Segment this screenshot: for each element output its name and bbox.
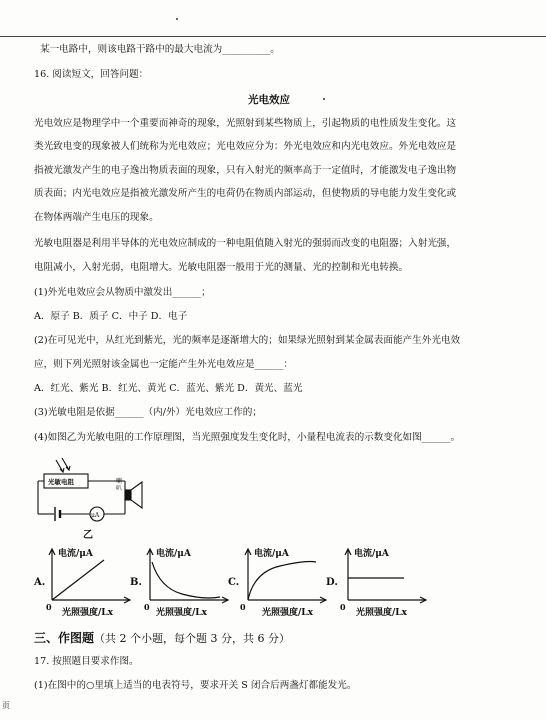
graph-b-option: B. <box>130 577 142 588</box>
speaker-label: 喇叭 <box>116 478 123 492</box>
passage-line-5: 在物体两端产生电压的现象。 <box>34 212 159 223</box>
question-1-options: A．原子 B．质子 C．中子 D．电子 <box>34 311 188 322</box>
graph-d-ylabel: 电流/μA <box>354 549 389 559</box>
photoresistor-circuit-diagram <box>30 452 170 552</box>
passage-line-2: 类光致电变的现象被人们统称为光电效应；光电效应分为：外光电效应和内光电效应。外光电效应是 <box>34 141 457 152</box>
passage-line-4: 质表面；内光电效应是指被光激发所产生的电荷仍在物质内部运动，但使物质的导电能力发生变化或 <box>34 188 457 199</box>
question-2-line-2: 应，则下列光照射该金属也一定能产生外光电效应是______： <box>34 359 294 370</box>
graph-b-origin: 0 <box>144 602 150 612</box>
graph-d-origin: 0 <box>340 602 346 612</box>
graph-c-xlabel: 光照强度/Lx <box>262 608 313 618</box>
question-1: (1)外光电效应会从物质中激发出______； <box>34 287 211 298</box>
question-3: (3)光敏电阻是依据______（内/外）光电效应工作的； <box>34 407 262 418</box>
graph-b-ylabel: 电流/μA <box>156 549 191 559</box>
graph-a-option: A. <box>34 577 46 588</box>
question-16-stem: 16. 阅读短文，回答问题： <box>34 69 149 80</box>
question-2-line-1: (2)在可见光中，从红光到紫光，光的频率是逐渐增大的；如果绿光照射到某金属表面能产生外光电效 <box>34 335 461 346</box>
section-3-title: 三、作图题 <box>34 631 95 645</box>
figure-label: 乙 <box>83 530 93 541</box>
graph-c-option: C. <box>228 577 240 588</box>
passage-line-3: 指被光激发产生的电子逸出物质表面的现象，只有入射光的频率高于一定值时，才能激发电子逸出物 <box>34 165 457 176</box>
graph-c-origin: 0 <box>240 602 246 612</box>
graph-a-xlabel: 光照强度/Lx <box>62 608 113 618</box>
question-2-options: A．红光、紫光 B．红光、黄光 C．蓝光、紫光 D．黄光、蓝光 <box>34 383 303 394</box>
page-corner-mark: 页 <box>2 701 10 710</box>
graph-a-ylabel: 电流/μA <box>58 549 93 559</box>
passage-line-6: 光敏电阻器是利用半导体的光电效应制成的一种电阻值随入射光的强弱而改变的电阻器；入射光强， <box>34 238 457 249</box>
question-4: (4)如图乙为光敏电阻的工作原理图，当光照强度发生变化时，小量程电流表的示数变化如图______。 <box>34 432 461 443</box>
graph-a-origin: 0 <box>46 602 52 612</box>
graph-c-ylabel: 电流/μA <box>254 549 289 559</box>
scan-speck <box>176 18 178 20</box>
scan-speck <box>323 98 325 100</box>
section-3-scoring: （共 2 个小题，每个题 3 分，共 6 分） <box>94 632 290 645</box>
microammeter-label: μA <box>91 512 100 519</box>
graph-d-option: D. <box>326 577 338 588</box>
passage-line-7: 电阻减小，入射光弱，电阻增大。光敏电阻器一般用于光的测量、光的控制和光电转换。 <box>34 262 409 273</box>
photoresistor-label: 光敏电阻 <box>48 478 74 486</box>
question-17-part-1: (1)在图中的○里填上适当的电表符号，要求开关 S 闭合后两盏灯都能发光。 <box>34 680 357 691</box>
header-rule <box>0 36 546 37</box>
question-17-stem: 17. 按照题目要求作图。 <box>34 656 139 667</box>
graph-d-xlabel: 光照强度/Lx <box>356 608 407 618</box>
previous-question-tail: 某一电路中，则该电路干路中的最大电流为__________。 <box>40 44 280 55</box>
graph-b-xlabel: 光照强度/Lx <box>156 608 207 618</box>
passage-title: 光电效应 <box>248 94 290 106</box>
passage-line-1: 光电效应是物理学中一个重要而神奇的现象，光照射到某些物质上，引起物质的电性质发生变化。这 <box>34 118 457 129</box>
section-3-heading <box>34 629 290 646</box>
